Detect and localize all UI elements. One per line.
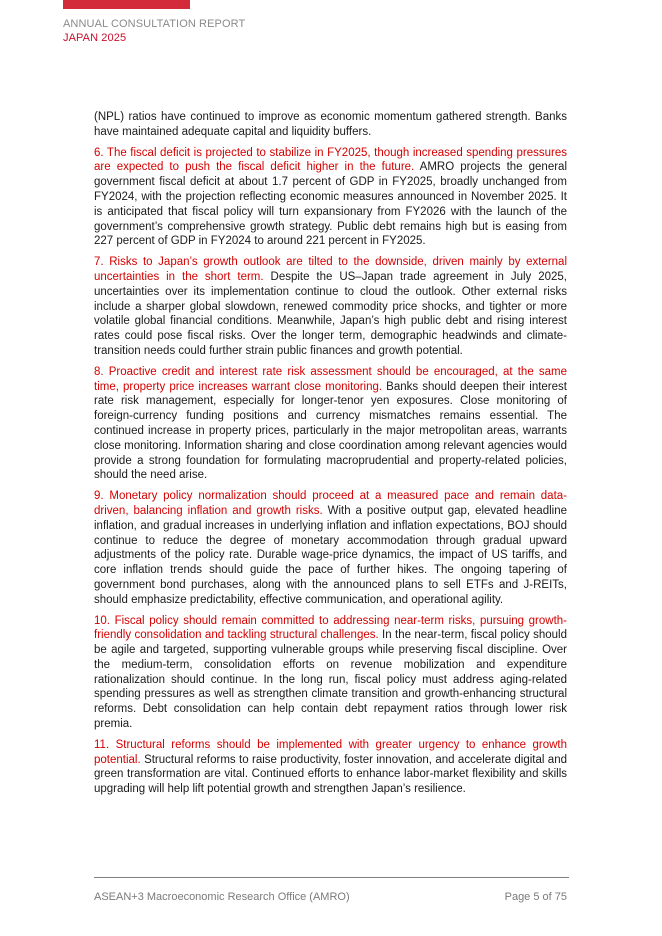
header-accent-bar	[63, 0, 190, 9]
paragraph-8	[94, 365, 567, 483]
paragraph-9-heading: 9. Monetary policy normalization should proceed at a measured pace and remain data-driven, balancing inflation and growth risks.	[94, 490, 567, 517]
paragraph-11-body: Structural reforms to raise productivity, foster innovation, and accelerate digital and green transformation are vital. Continued efforts to enhance labor-market flexibility and skills upgrading will help lift potential growth and strengthen Japan’s resilience.	[94, 753, 567, 796]
paragraph-1-body: (NPL) ratios have continued to improve as economic momentum gathered strength. Banks have maintained adequate capital and liquidity buffers.	[94, 111, 567, 138]
paragraph-6-body: AMRO projects the general government fiscal deficit at about 1.7 percent of GDP in FY2025, broadly unchanged from FY2024, with the projection reflecting economic measures announced in November 2025. It is anticipated that fiscal policy will turn expansionary from FY2026 with the launch of the government’s comprehensive growth strategy. Public debt remains high but is easing from 227 percent of GDP in FY2024 to around 221 percent in FY2025.	[94, 161, 568, 248]
paragraph-6	[94, 146, 567, 250]
paragraph-7	[94, 255, 567, 359]
paragraph-10	[94, 614, 567, 732]
paragraph-10-body: In the near-term, fiscal policy should be agile and targeted, supporting vulnerable groups while preserving fiscal discipline. Over the medium-term, consolidation efforts on revenue mobilization and expenditure rationalization should continue. In the long run, fiscal policy must address aging-related spending pressures as well as strengthen climate transition and growth-enhancing structural reforms. Debt consolidation can help contain debt repayment ratios through lower risk premia.	[94, 629, 567, 731]
paragraph-8-heading: 8. Proactive credit and interest rate risk assessment should be encouraged, at the same time, property price increases warrant close monitoring.	[94, 365, 567, 393]
report-subtitle: JAPAN 2025	[63, 32, 127, 44]
paragraph-11-heading: 11. Structural reforms should be implemented with greater urgency to enhance growth potential.	[94, 738, 567, 766]
report-title: ANNUAL CONSULTATION REPORT	[63, 18, 246, 30]
paragraph-6-heading: 6. The fiscal deficit is projected to stabilize in FY2025, though increased spending pressures are expected to push the fiscal deficit higher in the future.	[94, 146, 567, 174]
paragraph-11	[94, 738, 567, 797]
footer-divider	[94, 877, 569, 878]
paragraph-9-body: With a positive output gap, elevated headline inflation, and gradual increases in underlying inflation and inflation expectations, BOJ should continue to reduce the degree of monetary accommodation through gradual upward adjustments of the policy rate. Durable wage-price dynamics, the impact of US tariffs, and core inflation trends should guide the pace of further hikes. The ongoing tapering of government bond purchases, along with the announced plans to sell ETFs and J-REITs, should emphasize predictability, effective communication, and operational agility.	[94, 504, 567, 606]
paragraph-1	[94, 110, 567, 140]
footer-organization: ASEAN+3 Macroeconomic Research Office (AMRO)	[94, 891, 350, 903]
paragraph-10-heading: 10. Fiscal policy should remain committed to addressing near-term risks, pursuing growth-friendly consolidation and tackling structural challenges.	[94, 614, 567, 642]
paragraph-7-heading: 7. Risks to Japan’s growth outlook are tilted to the downside, driven mainly by external uncertainties in the short term.	[94, 256, 567, 283]
paragraph-8-body: Banks should deepen their interest rate risk management, especially for longer-tenor yen exposures. Close monitoring of foreign-currency funding positions and currency mismatches remains essential. The continued increase in property prices, particularly in the major metropolitan areas, warrants close monitoring. Information sharing and close coordination among relevant agencies would provide a strong foundation for formulating macroprudential and property-related policies, should the need arise.	[94, 380, 567, 482]
paragraph-7-body: Despite the US–Japan trade agreement in July 2025, uncertainties over its implementation continue to cloud the outlook. Other external risks include a sharper global slowdown, renewed commodity price shocks, and tighter or more volatile global financial conditions. Meanwhile, Japan’s high public debt and rising interest rates could pose fiscal risks. Over the longer term, demographic headwinds and climate-transition needs could further strain public finances and growth potential.	[94, 270, 567, 357]
body-text	[94, 110, 567, 803]
page-number: Page 5 of 75	[504, 891, 567, 903]
paragraph-9	[94, 489, 567, 607]
